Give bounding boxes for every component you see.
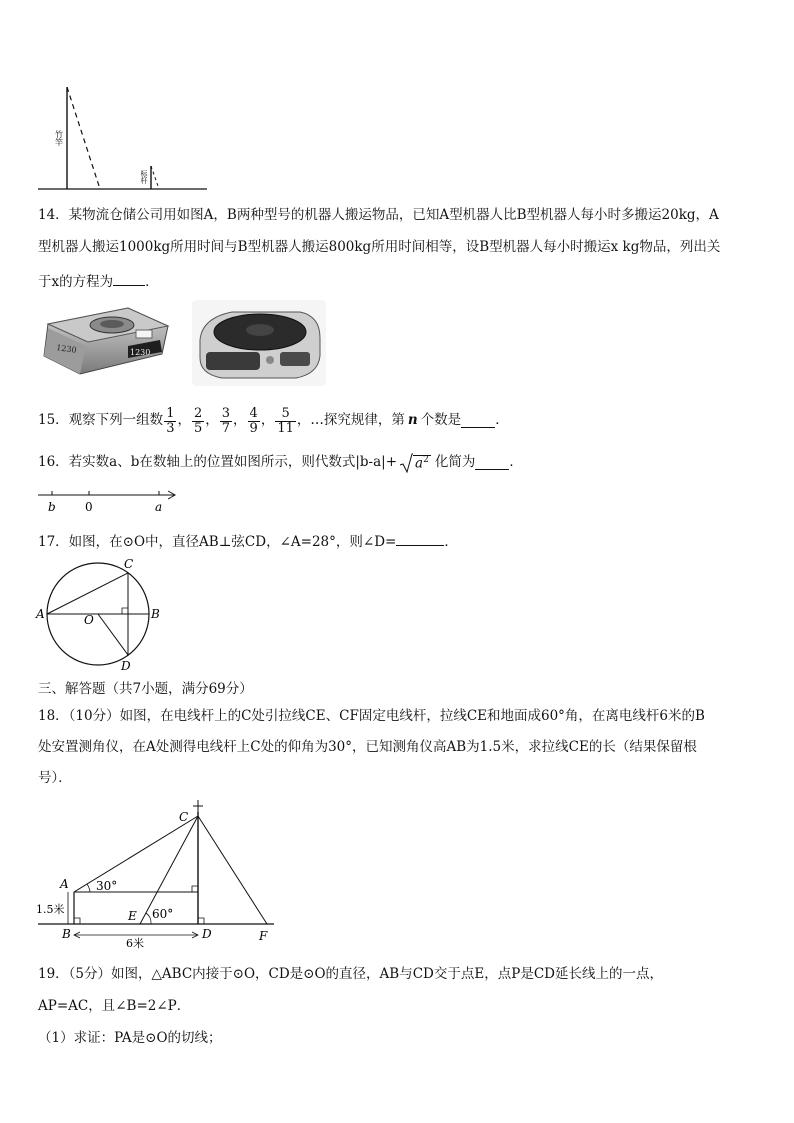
q17-end: ． [444, 534, 458, 550]
q15-frac-2 [192, 407, 204, 435]
q15-line [38, 401, 509, 441]
q14-line3-text: 于x的方程为 [38, 274, 114, 290]
q15-frac-4 [248, 407, 260, 435]
q15-frac-4-den: 9 [249, 420, 258, 436]
q17-text: 17．如图，在⊙O中，直径AB⊥弦CD，∠A=28°，则∠D= [38, 534, 397, 550]
axis-label-0: 0 [85, 500, 93, 514]
q15-frac-2-den: 5 [193, 420, 203, 436]
angle-30-label: 30° [96, 879, 118, 893]
q15-frac-3-num: 3 [221, 405, 231, 421]
q17-answer-blank [396, 533, 444, 546]
axis-label-b: b [48, 500, 56, 514]
sqrt-sign-icon [399, 453, 413, 473]
height-label: 1.5米 [36, 903, 65, 916]
segment-od [98, 614, 128, 655]
axis-label-a: a [155, 500, 163, 514]
q15-prefix: 15．观察下列一组数 [38, 412, 164, 429]
distance-label: 6米 [126, 937, 144, 950]
q15-end: ． [495, 412, 509, 429]
q15-frac-4-num: 4 [249, 405, 258, 421]
q15-frac-1-den: 3 [166, 420, 175, 436]
tall-pole-label: 竹竿 [54, 130, 64, 146]
q14-end: ． [145, 274, 159, 290]
q15-sep-2: ， [205, 412, 219, 429]
q16-end: ． [509, 454, 523, 471]
label-C: C [124, 557, 134, 571]
q15-n: n [407, 412, 418, 429]
sight-ac [74, 816, 198, 892]
label-A: A [60, 877, 69, 891]
q15-frac-1 [164, 407, 176, 435]
q16-line [38, 452, 523, 474]
label-D: D [202, 927, 212, 941]
label-B: B [151, 607, 160, 621]
q14-line3 [38, 273, 159, 290]
q13-shadow-figure [30, 80, 220, 195]
q15-suffix-a: ，…探究规律，第 [296, 412, 405, 429]
q16-radicand: a [415, 455, 424, 471]
q16-exp: 2 [423, 454, 429, 465]
section-3-heading: 三、解答题（共7小题，满分69分） [38, 681, 253, 697]
label-A: A [36, 607, 45, 621]
label-B: B [62, 927, 71, 941]
q15-sep-3: ， [233, 412, 247, 429]
q18-pole-figure [34, 800, 284, 950]
short-shadow-ray [151, 166, 159, 189]
tall-shadow-ray [67, 87, 100, 189]
short-pole-label: 标杆 [140, 170, 148, 184]
robot-b-image [192, 300, 326, 386]
q15-frac-5 [275, 407, 296, 435]
q15-frac-3-den: 7 [221, 420, 231, 436]
q15-frac-5-num: 5 [275, 407, 296, 422]
robot-a-image [40, 300, 172, 382]
label-D: D [121, 659, 131, 673]
label-C: C [179, 810, 189, 824]
q18-line1: 18．（10分）如图，在电线杆上的C处引拉线CE、CF固定电线杆，拉线CE和地面成60°角，在离电线杆6米的B [38, 708, 705, 724]
q14-line1: 14．某物流仓储公司用如图A，B两种型号的机器人搬运物品，已知A型机器人比B型机器人每小时多搬运20kg，A [38, 207, 719, 223]
q15-frac-2-num: 2 [193, 405, 203, 421]
q18-line3: 号）． [38, 770, 72, 786]
q15-sep-4: ， [260, 412, 275, 429]
q17-circle-figure [34, 553, 169, 675]
q16-text-a: 16．若实数a、b在数轴上的位置如图所示，则代数式|b-a|+ [38, 454, 398, 471]
label-E: E [128, 909, 137, 923]
q15-answer-blank [461, 415, 495, 428]
segment-ac [47, 573, 128, 614]
q16-text-b: 化简为 [434, 454, 476, 471]
angle-60-label: 60° [152, 907, 174, 921]
q16-number-line [34, 486, 184, 516]
label-F: F [259, 929, 268, 943]
q16-answer-blank [475, 457, 509, 470]
q15-frac-3 [220, 407, 232, 435]
q15-frac-5-den: 11 [277, 420, 294, 436]
q19-line2: AP=AC，且∠B=2∠P． [38, 998, 191, 1014]
q14-answer-blank [113, 273, 145, 286]
q17-line [38, 533, 458, 550]
q15-frac-1-num: 1 [166, 405, 175, 421]
q16-radical [413, 455, 431, 471]
q15-suffix-b: 个数是 [420, 412, 462, 429]
q15-sep-1: ， [177, 412, 191, 429]
q19-line1: 19．（5分）如图，△ABC内接于⊙O，CD是⊙O的直径，AB与CD交于点E，点P是CD延长线上的一点， [38, 966, 663, 982]
q18-line2: 处安置测角仪，在A处测得电线杆上C处的仰角为30°，已知测角仪高AB为1.5米，求拉线CE的长（结果保留根 [38, 739, 697, 755]
q19-part1: （1）求证：PA是⊙O的切线； [38, 1030, 222, 1046]
robot-a-display: 1230 [130, 348, 151, 357]
robot-a-side-text: 1230 [55, 343, 78, 355]
q14-line2: 型机器人搬运1000kg所用时间与B型机器人搬运800kg所用时间相等，设B型机器人每小时搬运x kg物品，列出关 [38, 239, 721, 255]
wire-cf [198, 816, 267, 924]
label-O: O [84, 613, 94, 627]
